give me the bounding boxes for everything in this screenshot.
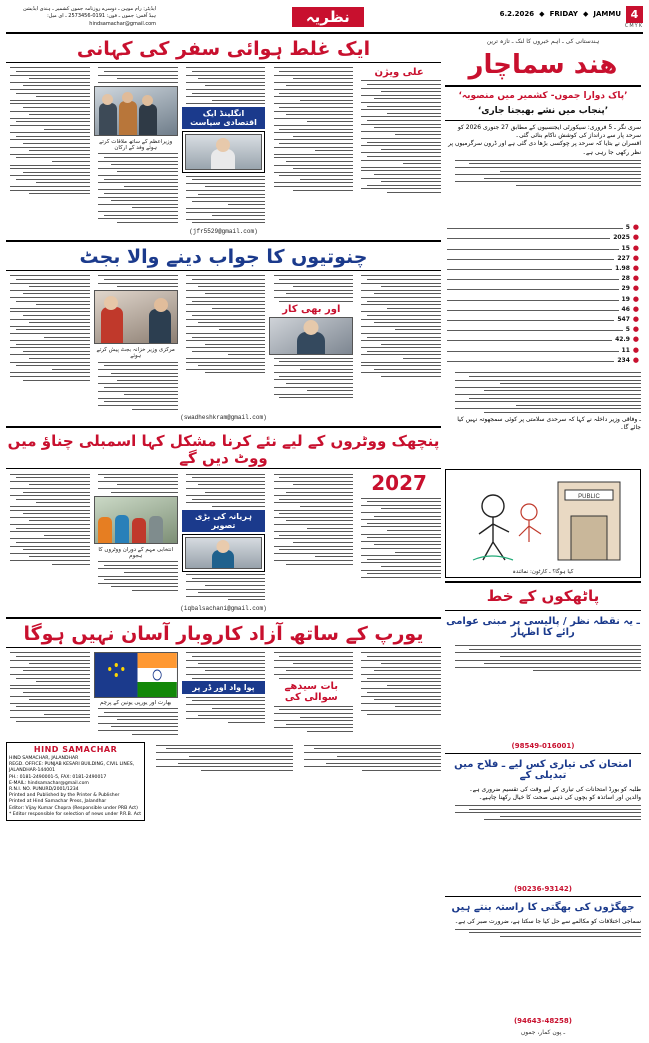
bullet-icon-2: ◆	[582, 10, 589, 18]
bullet-dot-icon: ●	[632, 284, 639, 293]
last-letter-body	[445, 918, 641, 1014]
list-item	[447, 357, 639, 366]
cartoon-caption: کیا ہوگا؟ ـ کارٹون: نمائندہ	[512, 569, 574, 576]
article-three-photo	[94, 496, 178, 544]
colophon-block	[6, 742, 145, 821]
issue-edition: JAMMU	[593, 10, 621, 18]
colophon-line-5: Printed and Published by the Printer & Publisher	[9, 793, 120, 799]
colophon-logo: HIND SAMACHAR	[33, 745, 118, 755]
bullet-number: 2025	[613, 234, 630, 242]
exam-line-1: طلبہ کو بورڈ امتحانات کی تیاری کے لیے وقت کی تقسیم ضروری ہے۔	[469, 785, 641, 793]
article-two-photo-caption: مرکزی وزیر خزانہ بجٹ پیش کرتے ہوئے	[96, 347, 175, 360]
cmyk-mark: CMYK	[624, 22, 643, 29]
article-two-col-3	[182, 273, 266, 412]
flags-illustration	[95, 653, 177, 697]
article-one	[6, 37, 441, 237]
editorial-column-group	[6, 37, 441, 1037]
bullet-dot-icon: ●	[632, 325, 639, 334]
bullet-dot-icon: ●	[632, 223, 639, 232]
last-letter-phone: (94643-48258)	[513, 1017, 572, 1025]
issue-date: 6.2.2026	[499, 10, 535, 18]
bullet-number: 42.9	[615, 336, 630, 344]
article-three	[6, 431, 441, 614]
last-letter-title: جھگڑوں کی بھگتی کا راستہ بنتے ہیں	[451, 901, 635, 913]
bullet-dot-icon: ●	[632, 233, 639, 242]
article-four-headline: یورپ کے ساتھ آزاد کاروبار آسان نہیں ہوگا	[23, 622, 424, 645]
issue-day: FRIDAY	[549, 10, 578, 18]
bullet-number: 5	[625, 224, 630, 232]
letters-sub: ـ یہ نقطہ نظر / پالیسی پر مبنی عوامی رائے کا اظہار	[446, 615, 640, 638]
list-item	[447, 316, 639, 325]
exam-title: امتحان کی تیاری کس لیے ـ فلاح میں تبدیلی کے	[454, 758, 632, 781]
colophon-line-1: REGD. OFFICE: PUNJAB KESARI BUILDING, CIVIL LINES, JALANDHAR-144001	[9, 762, 135, 774]
vision-title: علی ویژن	[374, 66, 424, 78]
news-closing-text: ـ وفاقی وزیر داخلہ نے کہا کہ سرحدی سلامتی پر کوئی سمجھوتہ نہیں کیا جائے گا۔	[457, 415, 641, 431]
page-number-badge: 4	[626, 6, 643, 23]
article-two-side-photo	[269, 317, 353, 355]
bullet-dot-icon: ●	[632, 294, 639, 303]
article-four-small-title: بات سیدھے سوالی کی	[284, 681, 339, 704]
bullet-number: 227	[617, 254, 630, 262]
exam-phone: (90236-93142)	[513, 884, 572, 893]
colophon-line-6: Printed at Hind Samachar Press, Jalandhar	[9, 799, 107, 805]
article-one-col-1	[6, 65, 90, 226]
list-item	[447, 296, 639, 305]
bullet-number: 19	[621, 295, 630, 303]
article-three-email: (iqbalsachani@gmail.com)	[180, 604, 267, 612]
bullet-dot-icon: ●	[632, 314, 639, 323]
last-letter-line-1: سماجی اختلافات کو مکالمے سے حل کیا جا سکتا ہے، ضرورت صبر کی ہے۔	[454, 917, 641, 925]
article-three-col-4	[269, 471, 353, 603]
article-four-col-3	[182, 650, 266, 737]
colophon-filler-2	[297, 742, 441, 821]
article-one-email: (jfr5529@gmail.com)	[189, 227, 258, 235]
article-four-col-5	[357, 650, 441, 737]
list-item	[447, 275, 639, 284]
article-three-year: 2027	[371, 471, 427, 496]
article-one-photo-caption: وزیراعظم کے ساتھ ملاقات کرتے ہوئے وفد کے ارکان	[99, 138, 173, 151]
list-item	[447, 336, 639, 345]
article-one-col-3	[182, 65, 266, 226]
article-three-col-2	[94, 471, 178, 603]
article-two-email: (swadheshkram@gmail.com)	[180, 414, 267, 422]
bullet-dot-icon: ●	[632, 335, 639, 344]
news-lead-line-1: سری نگر ـ 5 فروری: سیکورٹی ایجنسیوں کے مطابق 27 جنوری 2026 کو سرحد پار سے درانداز کی کوشش ناکام بنائی گئی۔	[457, 123, 641, 139]
bullet-number: 1.98	[615, 265, 630, 272]
article-three-col-5	[357, 471, 441, 603]
article-four-col-2	[94, 650, 178, 737]
letters-title: پاٹھکوں کے خط	[486, 587, 600, 606]
list-item	[447, 347, 639, 356]
bullet-dot-icon: ●	[632, 264, 639, 272]
news-closing	[445, 370, 641, 466]
bullet-number: 28	[621, 275, 630, 283]
bullet-dot-icon: ●	[632, 304, 639, 313]
bullet-dot-icon: ●	[632, 345, 639, 354]
article-three-col-3	[182, 471, 266, 603]
article-one-headline: ایک غلط ہوائی سفر کی کہانی	[76, 38, 371, 60]
bullet-number: 29	[621, 285, 630, 293]
article-four-col-4	[269, 650, 353, 737]
bullet-number: 234	[617, 356, 630, 364]
bullet-dot-icon: ●	[632, 253, 639, 262]
article-three-col-1	[6, 471, 90, 603]
news-subhead-1: ’پاک دوارا جموں- کشمیر میں منصوبہ‘	[458, 90, 628, 101]
article-two	[6, 245, 441, 423]
cartoon-illustration	[448, 472, 638, 568]
article-four-photo-caption: بھارت اور یورپی یونین کے پرچم	[99, 699, 172, 706]
exam-body	[445, 786, 641, 882]
list-item	[447, 326, 639, 335]
masthead-imprint-line-1: ایڈیٹر: رام موہن ـ دوسرے روزنامہ جموں کشمیر ـ ہندی ایڈیشن	[22, 5, 156, 12]
article-two-col-1	[6, 273, 90, 412]
article-four	[6, 622, 441, 737]
bullet-dot-icon: ●	[632, 274, 639, 283]
cartoon-svg	[448, 472, 638, 568]
bullet-dot-icon: ●	[632, 243, 639, 252]
list-item	[447, 306, 639, 315]
article-two-col-5	[357, 273, 441, 412]
bullet-number: 547	[617, 315, 630, 323]
masthead-dateline	[500, 6, 643, 23]
last-letter-signature: ـ پون کمار، جموں	[520, 1029, 566, 1036]
article-one-photo	[94, 86, 178, 136]
bullet-icon: ◆	[539, 10, 545, 18]
list-item	[447, 234, 639, 243]
list-item	[447, 285, 639, 294]
colophon-line-3: E-MAIL: hindsamachar@gmail.com	[9, 780, 89, 786]
colophon-line-0: HIND SAMACHAR, JALANDHAR	[9, 756, 79, 761]
article-one-portrait-box	[182, 131, 266, 173]
colophon-box	[6, 742, 145, 821]
cartoon-box	[445, 469, 641, 578]
bullet-number: 11	[621, 346, 630, 354]
section-title-wrap	[156, 7, 500, 27]
colophon-line-2: PH.: 0181-2490001-5, FAX: 0181-2490017	[9, 774, 107, 780]
article-two-col-4	[269, 273, 353, 412]
news-lead-line-2: افسران نے بتایا کہ سرحد پر چوکسی بڑھا دی گئی ہے اور ڈرون سرگرمیوں پر نظر رکھی جا رہی ہے۔	[448, 140, 641, 156]
article-one-box-title: انگلینڈ ایک اقتصادی سیاست	[182, 107, 266, 129]
masthead-imprint	[6, 6, 156, 29]
article-three-headline: پنچھک ووٹروں کے لیے نئے کرنا مشکل کہا اسمبلی چناؤ میں ووٹ دیں گے	[7, 432, 440, 467]
news-lead	[445, 124, 641, 220]
list-item	[447, 255, 639, 264]
colophon-line-7: Editor: Vijay Kumar Chopra (Responsible under PRB Act)	[9, 805, 138, 811]
svg-text:PUBLIC: PUBLIC	[578, 494, 600, 501]
bullet-number: 46	[621, 305, 630, 313]
news-subhead-2: ’پنجاب میں نشے بھیجنا جاری‘	[477, 105, 609, 116]
article-four-photo	[94, 652, 178, 698]
news-brand: هند سماچار	[468, 50, 618, 80]
article-three-box-title: ہریانہ کی بڑی تصویر	[182, 510, 266, 532]
article-three-photo-caption: انتخابی مہم کے دوران ووٹروں کا ہجوم	[98, 546, 174, 559]
list-item	[447, 245, 639, 254]
page-body	[6, 37, 643, 1037]
colophon-line-8: * Editor responsible for selection of news under P.R.B. Act	[9, 811, 142, 817]
section-title: نظریہ	[292, 7, 364, 27]
colophon-line-4: R.N.I. NO. PUNURD/2001/1234	[9, 786, 79, 792]
article-two-side-title: اور بھی کار	[282, 304, 341, 316]
article-two-headline: چنوتیوں کا جواب دینے والا بجٹ	[79, 245, 368, 268]
article-four-box-title: پوا واد اور ڈر پر	[182, 681, 266, 694]
bullet-number: 15	[621, 244, 630, 252]
article-one-col-5	[357, 65, 441, 226]
article-three-portrait	[185, 537, 263, 569]
list-item	[447, 224, 639, 233]
masthead	[6, 4, 643, 34]
article-four-col-1	[6, 650, 90, 737]
article-one-col-2	[94, 65, 178, 226]
article-two-col-2	[94, 273, 178, 412]
masthead-imprint-line-2: ہیڈ آفس: جموں ـ فون: 0191-2573456 ـ ای میل: hindsamachar@gmail.com	[47, 13, 156, 27]
bullet-dot-icon: ●	[632, 355, 639, 364]
article-two-photo	[94, 290, 178, 344]
letters-phone: (98549-016001)	[511, 741, 575, 750]
exam-line-2: والدین اور اساتذہ کو بچوں کی ذہنی صحت کا خیال رکھنا چاہیے۔	[478, 794, 641, 802]
bullet-number: 5	[625, 326, 630, 334]
article-one-col-4	[269, 65, 353, 226]
list-item	[447, 265, 639, 274]
letters-body	[445, 643, 641, 739]
news-bullet-list	[445, 223, 641, 367]
news-column	[445, 37, 641, 1037]
article-one-portrait	[185, 134, 263, 170]
colophon-filler-1	[149, 742, 293, 821]
article-three-portrait-box	[182, 534, 266, 572]
news-kicker: ہندستانی کی ـ اہم خبروں کا لنک ـ تازہ ترین	[486, 38, 600, 45]
